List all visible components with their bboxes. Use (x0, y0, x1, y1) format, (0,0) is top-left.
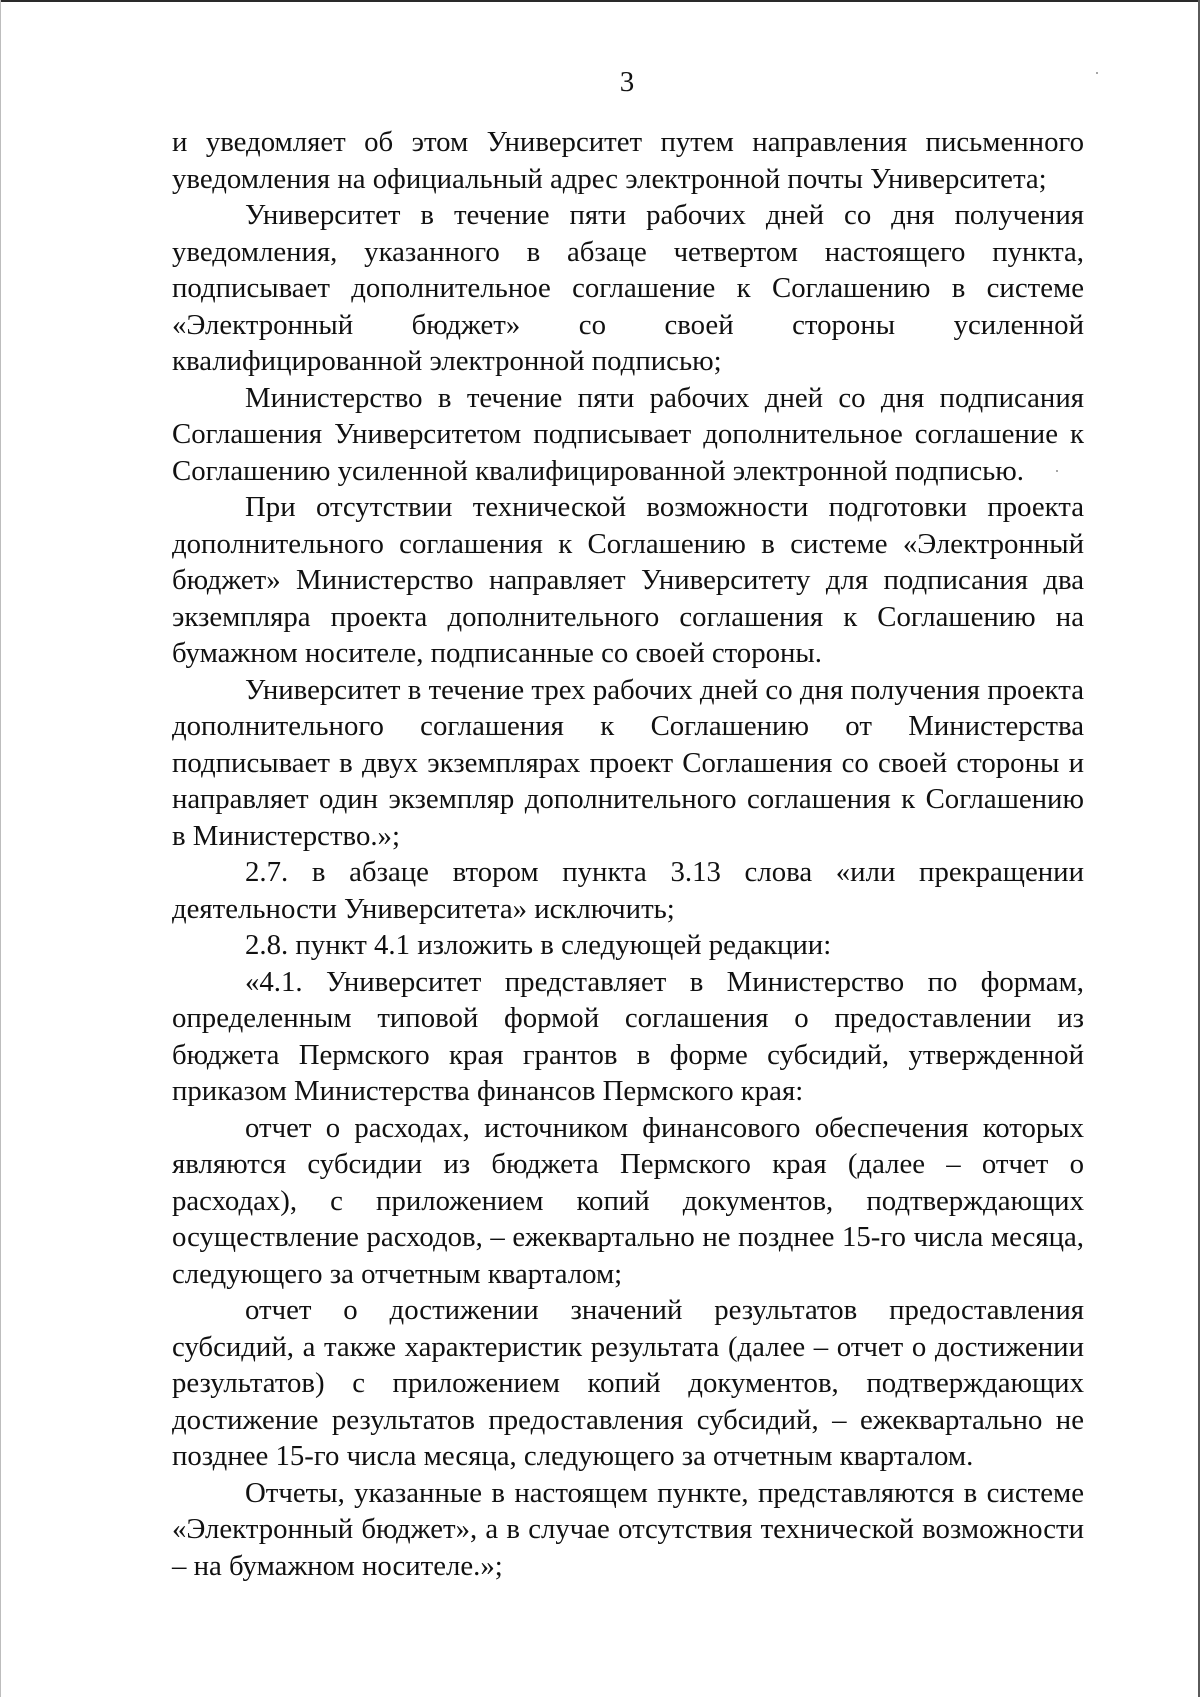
paragraph: При отсутствии технической возможности подготовки проекта дополнительного соглашения к Соглашению в системе «Электронный бюджет» Министерство направляет Университету для подписания два экземпляра проекта дополнительного соглашения к Соглашению на бумажном носителе, подписанные со своей стороны. (172, 491, 1084, 669)
document-body (172, 124, 1084, 1584)
paragraph: отчет о достижении значений результатов предоставления субсидий, а также характеристик результата (далее – отчет о достижении результатов) с приложением копий документов, подтверждающих достижение результатов предоставления субсидий, – ежеквартально не позднее 15-го числа месяца, следующего за отчетным кварталом. (172, 1294, 1084, 1472)
paragraph: 2.7. в абзаце втором пункта 3.13 слова «или прекращении деятельности Университета» исключить; (172, 856, 1084, 925)
paragraph: Университет в течение пяти рабочих дней со дня получения уведомления, указанного в абзаце четвертом настоящего пункта, подписывает дополнительное соглашение к Соглашению в системе «Электронный бюджет» со своей стороны усиленной квалифицированной электронной подписью; (172, 199, 1084, 377)
paragraph: отчет о расходах, источником финансового обеспечения которых являются субсидии из бюджета Пермского края (далее – отчет о расходах), с приложением копий документов, подтверждающих осуществление расходов, – ежеквартально не позднее 15-го числа месяца, следующего за отчетным кварталом; (172, 1111, 1084, 1290)
paragraph: 2.8. пункт 4.1 изложить в следующей редакции: (245, 929, 832, 961)
paragraph: Министерство в течение пяти рабочих дней со дня подписания Соглашения Университетом подписывает дополнительное соглашение к Соглашению усиленной квалифицированной электронной подписью. (172, 381, 1084, 487)
paragraph: «4.1. Университет представляет в Министерство по формам, определенным типовой формой соглашения о предоставлении из бюджета Пермского края грантов в форме субсидий, утвержденной приказом Министерства финансов Пермского края: (172, 965, 1084, 1107)
scan-edge-top (0, 0, 1200, 2)
page-number: 3 (619, 66, 635, 98)
paragraph: Отчеты, указанные в настоящем пункте, представляются в системе «Электронный бюджет», а в случае отсутствия технической возможности – на бумажном носителе.»; (172, 1476, 1084, 1582)
paragraph: Университет в течение трех рабочих дней со дня получения проекта дополнительного соглашения к Соглашению от Министерства подписывает в двух экземплярах проект Соглашения со своей стороны и направляет один экземпляр дополнительного соглашения к Соглашению в Министерство.»; (172, 673, 1084, 852)
paragraph: и уведомляет об этом Университет путем направления письменного уведомления на официальный адрес электронной почты Университета; (172, 126, 1084, 195)
scan-edge-left (0, 0, 1, 1697)
